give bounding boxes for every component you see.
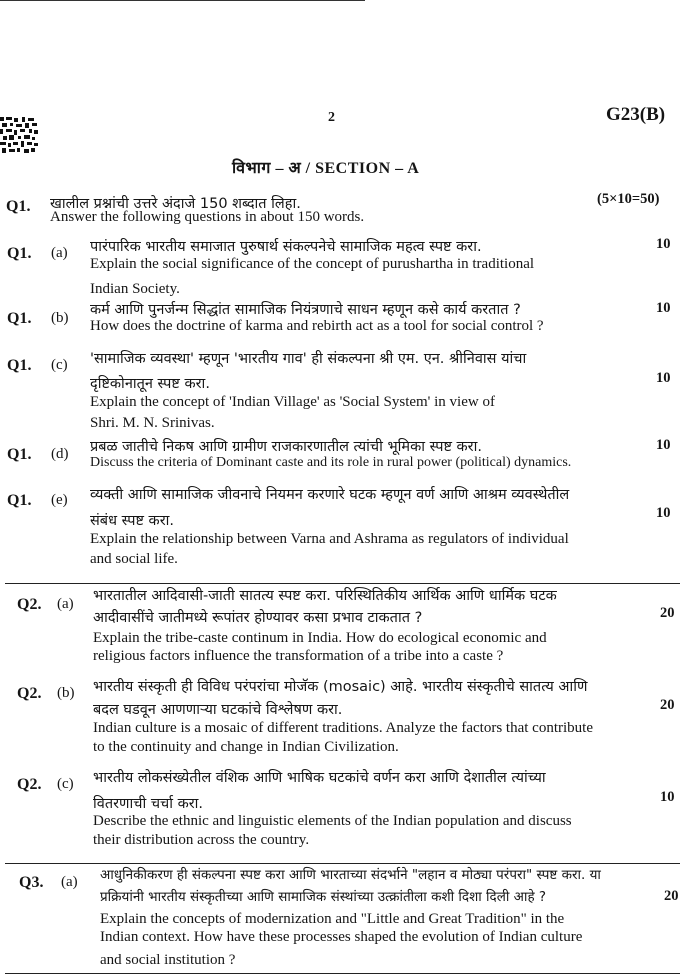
question-english-line: and social institution ? (100, 952, 236, 968)
question-marks: 10 (660, 789, 675, 805)
question-number: Q1. (7, 310, 32, 327)
question-english-line: Indian culture is a mosaic of different traditions. Analyze the factors that contribute (93, 720, 593, 736)
paper-code: G23(B) (606, 104, 666, 125)
question-number: Q2. (17, 596, 42, 613)
question-english-line: their distribution across the country. (93, 832, 310, 848)
question-number: Q2. (17, 776, 42, 793)
question-marks: 10 (656, 505, 671, 521)
question-english-line: and social life. (90, 551, 178, 567)
question-marks: 10 (656, 370, 671, 386)
question-english-line: Indian context. How have these processes shaped the evolution of Indian culture (100, 929, 583, 945)
question-number: Q2. (17, 685, 42, 702)
question-part: (a) (61, 874, 78, 890)
question-marks: 20 (660, 605, 675, 621)
question-english-line: Shri. M. N. Srinivas. (90, 415, 215, 431)
question-marathi-line: प्रबळ जातीचे निकष आणि ग्रामीण राजकारणातील त्यांची भूमिका स्पष्ट करा. (90, 439, 482, 455)
question-part: (b) (57, 685, 75, 701)
question-english-line: Discuss the criteria of Dominant caste and its role in rural power (political) dynamics. (90, 455, 572, 470)
question-english-line: Describe the ethnic and linguistic elements of the Indian population and discuss (93, 813, 572, 829)
question-english-line: religious factors influence the transformation of a tribe into a caste ? (93, 648, 504, 664)
instruction-english: Answer the following questions in about 150 words. (50, 209, 365, 225)
bottom-divider (5, 973, 680, 974)
question-marathi-line: दृष्टिकोनातून स्पष्ट करा. (90, 376, 210, 392)
question-part: (c) (57, 776, 74, 792)
instruction-question-number: Q1. (6, 198, 31, 215)
question-part: (c) (51, 357, 68, 373)
question-part: (d) (51, 446, 69, 462)
question-part: (b) (51, 310, 69, 326)
top-border-line (0, 0, 365, 1)
question-english-line: Explain the concepts of modernization and "Little and Great Tradition" in the (100, 911, 565, 927)
question-marathi-line: भारतीय लोकसंख्येतील वंशिक आणि भाषिक घटकांचे वर्णन करा आणि देशातील त्यांच्या (93, 770, 546, 786)
question-marathi-line: प्रक्रियांनी भारतीय संस्कृतीच्या आणि सामाजिक संस्थांच्या उत्क्रांतीला कशी दिशा दिली आहे ? (100, 889, 547, 905)
question-part: (a) (51, 245, 68, 261)
instruction-marathi: खालील प्रश्नांची उत्तरे अंदाजे 150 शब्दात लिहा. (50, 196, 301, 212)
section-title: विभाग – अ / SECTION – A (232, 160, 420, 177)
question-marathi-line: आधुनिकीकरण ही संकल्पना स्पष्ट करा आणि भारताच्या संदर्भाने "लहान व मोठ्या परंपरा" स्पष्ट करा. या (100, 867, 601, 883)
question-marathi-line: भारतातील आदिवासी-जाती सातत्य स्पष्ट करा. परिस्थितिकीय आर्थिक आणि धार्मिक घटक (93, 588, 557, 604)
question-marathi-line: बदल घडवून आणणाऱ्या घटकांचे विश्लेषण करा. (93, 702, 343, 718)
question-english-line: Explain the tribe-caste continum in India. How do ecological economic and (93, 630, 547, 646)
question-marathi-line: भारतीय संस्कृती ही विविध परंपरांचा मोजॅक (mosaic) आहे. भारतीय संस्कृतीचे सातत्य आणि (93, 679, 588, 695)
question-english-line: How does the doctrine of karma and rebirth act as a tool for social control ? (90, 318, 544, 334)
question-part: (e) (51, 492, 68, 508)
question-part: (a) (57, 596, 74, 612)
question-english-line: Indian Society. (90, 281, 180, 297)
section-divider (5, 583, 680, 584)
question-english-line: Explain the concept of 'Indian Village' as 'Social System' in view of (90, 394, 495, 410)
question-number: Q1. (7, 446, 32, 463)
question-marathi-line: व्यक्ती आणि सामाजिक जीवनाचे नियमन करणारे घटक म्हणून वर्ण आणि आश्रम व्यवस्थेतील (90, 487, 570, 503)
instruction-marks: (5×10=50) (597, 191, 660, 207)
question-marks: 10 (656, 236, 671, 252)
question-number: Q3. (19, 874, 44, 891)
question-marathi-line: पारंपारिक भारतीय समाजात पुरुषार्थ संकल्पनेचे सामाजिक महत्व स्पष्ट करा. (90, 239, 482, 255)
section-divider (5, 863, 680, 864)
question-marathi-line: 'सामाजिक व्यवस्था' म्हणून 'भारतीय गाव' ही संकल्पना श्री एम. एन. श्रीनिवास यांचा (90, 351, 527, 367)
page-number: 2 (328, 110, 335, 125)
question-marathi-line: वितरणाची चर्चा करा. (93, 796, 204, 812)
question-marks: 10 (656, 437, 671, 453)
question-number: Q1. (7, 357, 32, 374)
question-marathi-line: आदीवासींचे जातीमध्ये रूपांतर होण्यावर कसा प्रभाव टाकतात ? (93, 610, 423, 626)
question-marks: 10 (656, 300, 671, 316)
question-english-line: Explain the relationship between Varna and Ashrama as regulators of individual (90, 531, 569, 547)
question-number: Q1. (7, 245, 32, 262)
question-english-line: Explain the social significance of the concept of purushartha in traditional (90, 256, 535, 272)
qr-code-icon (0, 117, 38, 153)
question-number: Q1. (7, 492, 32, 509)
question-marks: 20 (664, 888, 679, 904)
question-marathi-line: संबंध स्पष्ट करा. (90, 513, 174, 529)
question-marks: 20 (660, 697, 675, 713)
question-english-line: to the continuity and change in Indian Civilization. (93, 739, 399, 755)
question-marathi-line: कर्म आणि पुनर्जन्म सिद्धांत सामाजिक नियंत्रणाचे साधन म्हणून कसे कार्य करतात ? (90, 302, 521, 318)
